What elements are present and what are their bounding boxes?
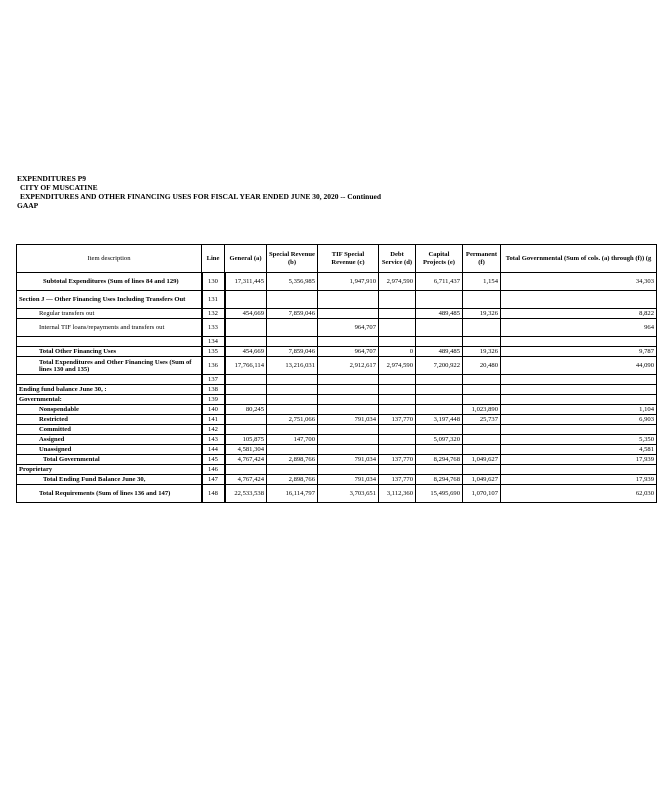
- cell-debt-service: [379, 425, 416, 435]
- cell-general: [225, 465, 267, 475]
- cell-total-governmental: [501, 465, 657, 475]
- cell-debt-service: [379, 319, 416, 337]
- cell-permanent: [463, 395, 501, 405]
- cell-special-revenue: [267, 395, 318, 405]
- row-line-number: 145: [202, 455, 225, 465]
- row-description: Total Requirements (Sum of lines 136 and 147): [17, 485, 202, 503]
- row-line-number: 142: [202, 425, 225, 435]
- row-description: Assigned: [17, 435, 202, 445]
- table-row: [17, 375, 657, 385]
- column-header-total-governmental: Total Governmental (Sum of cols. (a) through (f)) (g: [501, 245, 657, 273]
- cell-debt-service: [379, 395, 416, 405]
- cell-total-governmental: 6,903: [501, 415, 657, 425]
- cell-tif-special-revenue: 964,707: [318, 347, 379, 357]
- cell-capital-projects: 5,097,320: [416, 435, 463, 445]
- table-row: [17, 405, 657, 415]
- cell-general: 454,669: [225, 309, 267, 319]
- row-description: Total Governmental: [17, 455, 202, 465]
- cell-debt-service: [379, 309, 416, 319]
- table-row: [17, 385, 657, 395]
- cell-permanent: 20,480: [463, 357, 501, 375]
- cell-special-revenue: 147,700: [267, 435, 318, 445]
- row-description: Restricted: [17, 415, 202, 425]
- cell-debt-service: 0: [379, 347, 416, 357]
- column-header-special-revenue: Special Revenue (b): [267, 245, 318, 273]
- cell-total-governmental: 17,939: [501, 455, 657, 465]
- cell-debt-service: [379, 291, 416, 309]
- cell-debt-service: 3,112,360: [379, 485, 416, 503]
- table-row: [17, 475, 657, 485]
- cell-total-governmental: 4,581: [501, 445, 657, 455]
- cell-special-revenue: 2,898,766: [267, 475, 318, 485]
- cell-permanent: [463, 425, 501, 435]
- cell-special-revenue: 13,216,031: [267, 357, 318, 375]
- table-row: [17, 273, 657, 291]
- row-line-number: 132: [202, 309, 225, 319]
- row-line-number: 135: [202, 347, 225, 357]
- cell-general: 4,581,304: [225, 445, 267, 455]
- table-row: [17, 455, 657, 465]
- table-row: [17, 319, 657, 337]
- cell-total-governmental: 1,104: [501, 405, 657, 415]
- cell-capital-projects: [416, 337, 463, 347]
- table-header-row: [17, 245, 657, 273]
- cell-special-revenue: [267, 385, 318, 395]
- row-description: Total Expenditures and Other Financing Uses (Sum of lines 130 and 135): [17, 357, 202, 375]
- table-row: [17, 309, 657, 319]
- cell-capital-projects: [416, 405, 463, 415]
- cell-permanent: 1,049,627: [463, 455, 501, 465]
- cell-capital-projects: [416, 395, 463, 405]
- row-description: Governmental:: [17, 395, 202, 405]
- cell-debt-service: 137,770: [379, 455, 416, 465]
- cell-general: [225, 425, 267, 435]
- cell-capital-projects: [416, 375, 463, 385]
- table-row: [17, 415, 657, 425]
- table-row: [17, 337, 657, 347]
- cell-capital-projects: [416, 445, 463, 455]
- cell-debt-service: [379, 385, 416, 395]
- cell-tif-special-revenue: [318, 375, 379, 385]
- cell-special-revenue: 2,898,766: [267, 455, 318, 465]
- cell-capital-projects: [416, 425, 463, 435]
- cell-debt-service: [379, 405, 416, 415]
- column-header-item-description: Item description: [17, 245, 202, 273]
- row-description: Subtotal Expenditures (Sum of lines 84 and 129): [17, 273, 202, 291]
- table-row: [17, 291, 657, 309]
- row-line-number: 148: [202, 485, 225, 503]
- cell-total-governmental: 34,303: [501, 273, 657, 291]
- cell-total-governmental: 5,350: [501, 435, 657, 445]
- cell-tif-special-revenue: [318, 425, 379, 435]
- cell-general: 454,669: [225, 347, 267, 357]
- cell-general: 22,533,538: [225, 485, 267, 503]
- cell-special-revenue: [267, 465, 318, 475]
- cell-debt-service: [379, 375, 416, 385]
- table-body: [17, 273, 657, 503]
- cell-permanent: 1,070,107: [463, 485, 501, 503]
- cell-tif-special-revenue: 791,034: [318, 415, 379, 425]
- cell-general: [225, 337, 267, 347]
- cell-special-revenue: [267, 291, 318, 309]
- cell-capital-projects: 7,200,922: [416, 357, 463, 375]
- table-row: [17, 425, 657, 435]
- cell-tif-special-revenue: 3,703,651: [318, 485, 379, 503]
- cell-debt-service: 2,974,590: [379, 357, 416, 375]
- cell-special-revenue: [267, 405, 318, 415]
- cell-permanent: [463, 375, 501, 385]
- cell-special-revenue: 16,114,797: [267, 485, 318, 503]
- cell-general: 17,311,445: [225, 273, 267, 291]
- cell-total-governmental: 44,090: [501, 357, 657, 375]
- cell-special-revenue: [267, 445, 318, 455]
- expenditures-table-container: [16, 244, 654, 503]
- cell-capital-projects: [416, 291, 463, 309]
- cell-special-revenue: [267, 375, 318, 385]
- basis-label: GAAP: [17, 201, 39, 210]
- cell-tif-special-revenue: [318, 465, 379, 475]
- cell-permanent: [463, 465, 501, 475]
- row-line-number: 131: [202, 291, 225, 309]
- cell-tif-special-revenue: 2,912,617: [318, 357, 379, 375]
- cell-permanent: [463, 337, 501, 347]
- cell-debt-service: [379, 465, 416, 475]
- cell-special-revenue: [267, 337, 318, 347]
- row-description: Unassigned: [17, 445, 202, 455]
- cell-permanent: 1,049,627: [463, 475, 501, 485]
- cell-total-governmental: [501, 395, 657, 405]
- report-title: EXPENDITURES AND OTHER FINANCING USES FOR FISCAL YEAR ENDED JUNE 30, 2020 -- Continued: [20, 192, 382, 201]
- cell-general: 80,245: [225, 405, 267, 415]
- table-row: [17, 347, 657, 357]
- cell-capital-projects: 15,495,690: [416, 485, 463, 503]
- cell-special-revenue: 5,356,985: [267, 273, 318, 291]
- cell-special-revenue: 7,859,046: [267, 309, 318, 319]
- row-line-number: 144: [202, 445, 225, 455]
- column-header-debt-service: Debt Service (d): [379, 245, 416, 273]
- cell-total-governmental: 964: [501, 319, 657, 337]
- cell-permanent: 1,023,890: [463, 405, 501, 415]
- cell-general: [225, 319, 267, 337]
- cell-debt-service: 2,974,590: [379, 273, 416, 291]
- row-line-number: 139: [202, 395, 225, 405]
- cell-permanent: [463, 319, 501, 337]
- column-header-line: Line: [202, 245, 225, 273]
- cell-capital-projects: [416, 465, 463, 475]
- cell-tif-special-revenue: 791,034: [318, 455, 379, 465]
- cell-tif-special-revenue: [318, 435, 379, 445]
- row-line-number: 130: [202, 273, 225, 291]
- column-header-general: General (a): [225, 245, 267, 273]
- cell-debt-service: 137,770: [379, 415, 416, 425]
- cell-permanent: 19,326: [463, 347, 501, 357]
- cell-total-governmental: 62,030: [501, 485, 657, 503]
- cell-capital-projects: [416, 319, 463, 337]
- cell-permanent: [463, 385, 501, 395]
- row-description: Regular transfers out: [17, 309, 202, 319]
- cell-general: 17,766,114: [225, 357, 267, 375]
- cell-tif-special-revenue: 964,707: [318, 319, 379, 337]
- cell-debt-service: [379, 445, 416, 455]
- cell-permanent: 25,737: [463, 415, 501, 425]
- cell-capital-projects: 6,711,437: [416, 273, 463, 291]
- cell-capital-projects: [416, 385, 463, 395]
- cell-total-governmental: [501, 291, 657, 309]
- row-line-number: 134: [202, 337, 225, 347]
- cell-permanent: [463, 445, 501, 455]
- row-description: Total Other Financing Uses: [17, 347, 202, 357]
- cell-general: [225, 415, 267, 425]
- table-row: [17, 445, 657, 455]
- row-description: Proprietary: [17, 465, 202, 475]
- cell-general: 4,767,424: [225, 475, 267, 485]
- table-row: [17, 395, 657, 405]
- row-line-number: 136: [202, 357, 225, 375]
- expenditures-table: [16, 244, 657, 503]
- cell-total-governmental: 17,939: [501, 475, 657, 485]
- cell-special-revenue: 7,859,046: [267, 347, 318, 357]
- cell-debt-service: [379, 435, 416, 445]
- cell-total-governmental: 9,787: [501, 347, 657, 357]
- cell-total-governmental: [501, 385, 657, 395]
- cell-total-governmental: [501, 425, 657, 435]
- cell-general: [225, 375, 267, 385]
- cell-permanent: 1,154: [463, 273, 501, 291]
- cell-permanent: 19,326: [463, 309, 501, 319]
- column-header-capital-projects: Capital Projects (e): [416, 245, 463, 273]
- cell-tif-special-revenue: [318, 395, 379, 405]
- cell-permanent: [463, 435, 501, 445]
- form-code: EXPENDITURES P9: [17, 174, 86, 183]
- entity-name: CITY OF MUSCATINE: [20, 183, 98, 192]
- row-description: Section J — Other Financing Uses Including Transfers Out: [17, 291, 202, 309]
- cell-total-governmental: [501, 375, 657, 385]
- row-line-number: 137: [202, 375, 225, 385]
- row-line-number: 141: [202, 415, 225, 425]
- cell-capital-projects: 489,485: [416, 309, 463, 319]
- cell-special-revenue: 2,751,066: [267, 415, 318, 425]
- row-description: Ending fund balance June 30, :: [17, 385, 202, 395]
- row-line-number: 146: [202, 465, 225, 475]
- cell-permanent: [463, 291, 501, 309]
- row-description: Total Ending Fund Balance June 30,: [17, 475, 202, 485]
- cell-tif-special-revenue: [318, 337, 379, 347]
- row-line-number: 138: [202, 385, 225, 395]
- cell-tif-special-revenue: [318, 309, 379, 319]
- cell-capital-projects: 3,197,448: [416, 415, 463, 425]
- row-description: [17, 337, 202, 347]
- row-line-number: 147: [202, 475, 225, 485]
- table-row: [17, 357, 657, 375]
- column-header-permanent: Permanent (f): [463, 245, 501, 273]
- cell-general: 105,875: [225, 435, 267, 445]
- cell-tif-special-revenue: [318, 405, 379, 415]
- cell-tif-special-revenue: [318, 291, 379, 309]
- cell-debt-service: 137,770: [379, 475, 416, 485]
- column-header-tif-special-revenue: TIF Special Revenue (c): [318, 245, 379, 273]
- cell-general: [225, 395, 267, 405]
- cell-general: [225, 291, 267, 309]
- row-description: [17, 375, 202, 385]
- cell-tif-special-revenue: 791,034: [318, 475, 379, 485]
- table-row: [17, 465, 657, 475]
- row-description: Nonspendable: [17, 405, 202, 415]
- cell-special-revenue: [267, 425, 318, 435]
- cell-capital-projects: 489,485: [416, 347, 463, 357]
- cell-general: [225, 385, 267, 395]
- cell-total-governmental: [501, 337, 657, 347]
- cell-total-governmental: 8,822: [501, 309, 657, 319]
- cell-tif-special-revenue: [318, 445, 379, 455]
- cell-special-revenue: [267, 319, 318, 337]
- cell-capital-projects: 8,294,768: [416, 475, 463, 485]
- cell-capital-projects: 8,294,768: [416, 455, 463, 465]
- cell-tif-special-revenue: [318, 385, 379, 395]
- row-line-number: 140: [202, 405, 225, 415]
- row-description: Internal TIF loans/repayments and transfers out: [17, 319, 202, 337]
- table-row: [17, 485, 657, 503]
- row-description: Committed: [17, 425, 202, 435]
- cell-debt-service: [379, 337, 416, 347]
- row-line-number: 143: [202, 435, 225, 445]
- cell-general: 4,767,424: [225, 455, 267, 465]
- row-line-number: 133: [202, 319, 225, 337]
- table-row: [17, 435, 657, 445]
- cell-tif-special-revenue: 1,947,910: [318, 273, 379, 291]
